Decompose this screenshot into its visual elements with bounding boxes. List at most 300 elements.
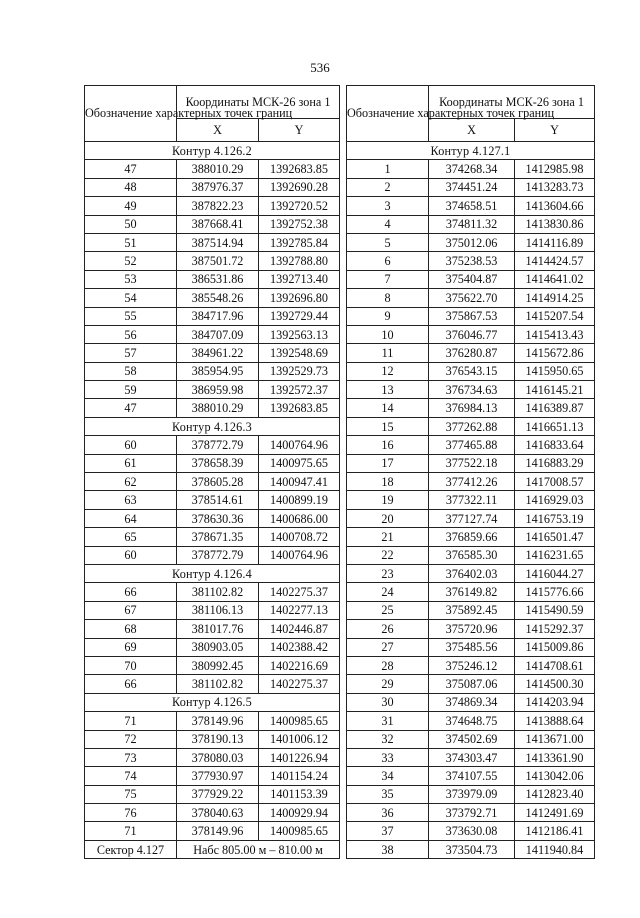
table-row — [85, 344, 340, 362]
x-coordinate-cell: 376734.63 — [429, 381, 515, 399]
table-row — [347, 473, 595, 491]
table-row — [347, 546, 595, 564]
x-header: X — [177, 119, 259, 142]
point-number-cell: 65 — [85, 528, 177, 546]
point-number-cell: 51 — [85, 233, 177, 251]
point-number-cell: 52 — [85, 252, 177, 270]
y-coordinate-cell: 1400764.96 — [259, 546, 340, 564]
table-row — [85, 160, 340, 178]
page-number: 536 — [310, 60, 330, 75]
x-coordinate-cell: 374648.75 — [429, 712, 515, 730]
point-number-cell: 74 — [85, 767, 177, 785]
y-coordinate-cell: 1415292.37 — [515, 620, 595, 638]
point-number-cell: 76 — [85, 804, 177, 822]
point-label-header: Обозначение характерных точек границ — [347, 86, 429, 142]
x-coordinate-cell: 378514.61 — [177, 491, 259, 509]
y-coordinate-cell: 1412823.40 — [515, 785, 595, 803]
y-coordinate-cell: 1415672.86 — [515, 344, 595, 362]
point-number-cell: 14 — [347, 399, 429, 417]
y-coordinate-cell: 1392752.38 — [259, 215, 340, 233]
table-row — [85, 546, 340, 564]
table-row — [347, 399, 595, 417]
y-coordinate-cell: 1412985.98 — [515, 160, 595, 178]
x-coordinate-cell: 376543.15 — [429, 362, 515, 380]
y-coordinate-cell: 1402275.37 — [259, 583, 340, 601]
x-coordinate-cell: 388010.29 — [177, 399, 259, 417]
y-coordinate-cell: 1416833.64 — [515, 436, 595, 454]
contour-title: Контур 4.126.5 — [85, 693, 340, 711]
table-row — [85, 656, 340, 674]
table-row — [347, 307, 595, 325]
x-coordinate-cell: 380903.05 — [177, 638, 259, 656]
y-coordinate-cell: 1400899.19 — [259, 491, 340, 509]
table-row — [85, 785, 340, 803]
table-row — [347, 381, 595, 399]
x-coordinate-cell: 377522.18 — [429, 454, 515, 472]
x-coordinate-cell: 376280.87 — [429, 344, 515, 362]
point-number-cell: 5 — [347, 233, 429, 251]
x-coordinate-cell: 374811.32 — [429, 215, 515, 233]
point-number-cell: 27 — [347, 638, 429, 656]
x-coordinate-cell: 386959.98 — [177, 381, 259, 399]
contour-row — [85, 142, 340, 160]
table-row — [85, 436, 340, 454]
x-coordinate-cell: 377127.74 — [429, 509, 515, 527]
y-coordinate-cell: 1414500.30 — [515, 675, 595, 693]
y-coordinate-cell: 1414203.94 — [515, 693, 595, 711]
point-number-cell: 6 — [347, 252, 429, 270]
point-number-cell: 15 — [347, 417, 429, 435]
x-coordinate-cell: 381102.82 — [177, 675, 259, 693]
x-coordinate-cell: 373630.08 — [429, 822, 515, 840]
table-row — [347, 748, 595, 766]
point-number-cell: 61 — [85, 454, 177, 472]
y-coordinate-cell: 1413042.06 — [515, 767, 595, 785]
y-coordinate-cell: 1416753.19 — [515, 509, 595, 527]
x-coordinate-cell: 377412.26 — [429, 473, 515, 491]
x-coordinate-cell: 374658.51 — [429, 197, 515, 215]
x-coordinate-cell: 375485.56 — [429, 638, 515, 656]
point-number-cell: 16 — [347, 436, 429, 454]
table-row — [347, 656, 595, 674]
x-coordinate-cell: 378149.96 — [177, 712, 259, 730]
y-coordinate-cell: 1416145.21 — [515, 381, 595, 399]
x-coordinate-cell: 378605.28 — [177, 473, 259, 491]
table-row — [347, 804, 595, 822]
point-number-cell: 20 — [347, 509, 429, 527]
y-coordinate-cell: 1392729.44 — [259, 307, 340, 325]
contour-title: Контур 4.126.3 — [85, 417, 340, 435]
table-row — [85, 252, 340, 270]
table-row — [85, 197, 340, 215]
y-coordinate-cell: 1400975.65 — [259, 454, 340, 472]
y-coordinate-cell: 1392683.85 — [259, 160, 340, 178]
table-row — [347, 454, 595, 472]
point-number-cell: 68 — [85, 620, 177, 638]
table-row — [347, 583, 595, 601]
x-coordinate-cell: 388010.29 — [177, 160, 259, 178]
x-coordinate-cell: 375012.06 — [429, 233, 515, 251]
table-row — [85, 730, 340, 748]
point-number-cell: 60 — [85, 546, 177, 564]
y-coordinate-cell: 1416651.13 — [515, 417, 595, 435]
table-row — [347, 344, 595, 362]
y-coordinate-cell: 1392713.40 — [259, 270, 340, 288]
point-number-cell: 57 — [85, 344, 177, 362]
y-coordinate-cell: 1400764.96 — [259, 436, 340, 454]
table-row — [347, 417, 595, 435]
table-row — [347, 638, 595, 656]
point-number-cell: 35 — [347, 785, 429, 803]
y-coordinate-cell: 1414116.89 — [515, 233, 595, 251]
table-row — [347, 178, 595, 196]
point-number-cell: 55 — [85, 307, 177, 325]
x-coordinate-cell: 384961.22 — [177, 344, 259, 362]
y-coordinate-cell: 1415207.54 — [515, 307, 595, 325]
x-coordinate-cell: 373792.71 — [429, 804, 515, 822]
x-coordinate-cell: 378772.79 — [177, 546, 259, 564]
coordinates-table-left — [84, 85, 340, 859]
y-coordinate-cell: 1392548.69 — [259, 344, 340, 362]
y-coordinate-cell: 1402216.69 — [259, 656, 340, 674]
table-row — [85, 381, 340, 399]
contour-title: Контур 4.126.2 — [85, 142, 340, 160]
table-row — [85, 583, 340, 601]
table-row — [347, 362, 595, 380]
x-coordinate-cell: 380992.45 — [177, 656, 259, 674]
coordinates-table-right — [346, 85, 595, 859]
y-coordinate-cell: 1412491.69 — [515, 804, 595, 822]
point-number-cell: 12 — [347, 362, 429, 380]
y-coordinate-cell: 1392572.37 — [259, 381, 340, 399]
x-coordinate-cell: 381106.13 — [177, 601, 259, 619]
y-header: Y — [515, 119, 595, 142]
point-number-cell: 64 — [85, 509, 177, 527]
table-row — [85, 178, 340, 196]
sector-label: Сектор 4.127 — [85, 840, 177, 858]
y-coordinate-cell: 1400985.65 — [259, 712, 340, 730]
y-coordinate-cell: 1415950.65 — [515, 362, 595, 380]
x-coordinate-cell: 386531.86 — [177, 270, 259, 288]
x-coordinate-cell: 387822.23 — [177, 197, 259, 215]
table-row — [347, 252, 595, 270]
table-row — [347, 564, 595, 582]
x-coordinate-cell: 385548.26 — [177, 289, 259, 307]
sector-row — [85, 840, 340, 858]
y-coordinate-cell: 1416501.47 — [515, 528, 595, 546]
y-coordinate-cell: 1413361.90 — [515, 748, 595, 766]
x-coordinate-cell: 387668.41 — [177, 215, 259, 233]
x-coordinate-cell: 378080.03 — [177, 748, 259, 766]
point-number-cell: 25 — [347, 601, 429, 619]
point-number-cell: 26 — [347, 620, 429, 638]
y-coordinate-cell: 1402277.13 — [259, 601, 340, 619]
x-coordinate-cell: 373504.73 — [429, 840, 515, 858]
table-row — [85, 748, 340, 766]
point-number-cell: 19 — [347, 491, 429, 509]
x-coordinate-cell: 387976.37 — [177, 178, 259, 196]
y-coordinate-cell: 1402275.37 — [259, 675, 340, 693]
x-coordinate-cell: 384717.96 — [177, 307, 259, 325]
x-coordinate-cell: 374303.47 — [429, 748, 515, 766]
point-number-cell: 22 — [347, 546, 429, 564]
x-coordinate-cell: 377322.11 — [429, 491, 515, 509]
point-number-cell: 24 — [347, 583, 429, 601]
x-coordinate-cell: 377930.97 — [177, 767, 259, 785]
point-number-cell: 48 — [85, 178, 177, 196]
x-coordinate-cell: 377465.88 — [429, 436, 515, 454]
point-number-cell: 71 — [85, 712, 177, 730]
table-row — [85, 399, 340, 417]
point-label-header: Обозначение характерных точек границ — [85, 86, 177, 142]
point-number-cell: 18 — [347, 473, 429, 491]
point-number-cell: 53 — [85, 270, 177, 288]
point-number-cell: 50 — [85, 215, 177, 233]
point-number-cell: 1 — [347, 160, 429, 178]
table-row — [347, 785, 595, 803]
y-coordinate-cell: 1400929.94 — [259, 804, 340, 822]
table-row — [347, 270, 595, 288]
x-coordinate-cell: 378772.79 — [177, 436, 259, 454]
y-coordinate-cell: 1416231.65 — [515, 546, 595, 564]
y-coordinate-cell: 1415490.59 — [515, 601, 595, 619]
table-row — [85, 601, 340, 619]
table-row — [85, 528, 340, 546]
table-row — [347, 289, 595, 307]
point-number-cell: 47 — [85, 160, 177, 178]
table-row — [85, 233, 340, 251]
y-coordinate-cell: 1413604.66 — [515, 197, 595, 215]
x-coordinate-cell: 387501.72 — [177, 252, 259, 270]
x-coordinate-cell: 375622.70 — [429, 289, 515, 307]
table-row — [85, 509, 340, 527]
table-row — [85, 675, 340, 693]
y-coordinate-cell: 1401226.94 — [259, 748, 340, 766]
y-coordinate-cell: 1400686.00 — [259, 509, 340, 527]
table-body-left — [85, 142, 340, 859]
point-number-cell: 2 — [347, 178, 429, 196]
x-coordinate-cell: 378658.39 — [177, 454, 259, 472]
contour-row — [85, 693, 340, 711]
y-coordinate-cell: 1416883.29 — [515, 454, 595, 472]
y-coordinate-cell: 1392529.73 — [259, 362, 340, 380]
table-row — [347, 712, 595, 730]
x-coordinate-cell: 376984.13 — [429, 399, 515, 417]
table-row — [347, 601, 595, 619]
coordinates-header: Координаты МСК-26 зона 1 — [177, 86, 340, 119]
point-number-cell: 10 — [347, 325, 429, 343]
table-row — [85, 804, 340, 822]
x-coordinate-cell: 381017.76 — [177, 620, 259, 638]
table-row — [347, 528, 595, 546]
x-coordinate-cell: 375087.06 — [429, 675, 515, 693]
y-coordinate-cell: 1402388.42 — [259, 638, 340, 656]
x-coordinate-cell: 374107.55 — [429, 767, 515, 785]
x-coordinate-cell: 375238.53 — [429, 252, 515, 270]
contour-title: Контур 4.127.1 — [347, 142, 595, 160]
x-coordinate-cell: 376585.30 — [429, 546, 515, 564]
y-coordinate-cell: 1414914.25 — [515, 289, 595, 307]
table-row — [347, 730, 595, 748]
y-coordinate-cell: 1412186.41 — [515, 822, 595, 840]
point-number-cell: 69 — [85, 638, 177, 656]
table-row — [85, 362, 340, 380]
table-row — [347, 509, 595, 527]
y-coordinate-cell: 1416929.03 — [515, 491, 595, 509]
table-row — [347, 215, 595, 233]
x-coordinate-cell: 384707.09 — [177, 325, 259, 343]
y-coordinate-cell: 1411940.84 — [515, 840, 595, 858]
x-coordinate-cell: 374502.69 — [429, 730, 515, 748]
point-number-cell: 30 — [347, 693, 429, 711]
y-coordinate-cell: 1413671.00 — [515, 730, 595, 748]
y-coordinate-cell: 1392785.84 — [259, 233, 340, 251]
table-row — [85, 822, 340, 840]
point-number-cell: 31 — [347, 712, 429, 730]
point-number-cell: 70 — [85, 656, 177, 674]
point-number-cell: 63 — [85, 491, 177, 509]
y-coordinate-cell: 1401154.24 — [259, 767, 340, 785]
y-coordinate-cell: 1413888.64 — [515, 712, 595, 730]
table-row — [347, 840, 595, 858]
table-row — [85, 638, 340, 656]
point-number-cell: 3 — [347, 197, 429, 215]
point-number-cell: 58 — [85, 362, 177, 380]
y-coordinate-cell: 1392788.80 — [259, 252, 340, 270]
table-row — [347, 822, 595, 840]
point-number-cell: 67 — [85, 601, 177, 619]
y-coordinate-cell: 1392690.28 — [259, 178, 340, 196]
y-coordinate-cell: 1392696.80 — [259, 289, 340, 307]
y-coordinate-cell: 1392563.13 — [259, 325, 340, 343]
point-number-cell: 47 — [85, 399, 177, 417]
y-coordinate-cell: 1401006.12 — [259, 730, 340, 748]
x-coordinate-cell: 374451.24 — [429, 178, 515, 196]
contour-title: Контур 4.126.4 — [85, 564, 340, 582]
point-number-cell: 28 — [347, 656, 429, 674]
table-row — [347, 620, 595, 638]
table-row — [347, 160, 595, 178]
x-header: X — [429, 119, 515, 142]
table-row — [85, 473, 340, 491]
x-coordinate-cell: 373979.09 — [429, 785, 515, 803]
y-coordinate-cell: 1416389.87 — [515, 399, 595, 417]
point-number-cell: 9 — [347, 307, 429, 325]
x-coordinate-cell: 378040.63 — [177, 804, 259, 822]
table-row — [347, 233, 595, 251]
coordinates-header: Координаты МСК-26 зона 1 — [429, 86, 595, 119]
x-coordinate-cell: 376046.77 — [429, 325, 515, 343]
point-number-cell: 17 — [347, 454, 429, 472]
y-coordinate-cell: 1392720.52 — [259, 197, 340, 215]
table-row — [85, 270, 340, 288]
table-row — [85, 215, 340, 233]
point-number-cell: 66 — [85, 583, 177, 601]
y-coordinate-cell: 1415776.66 — [515, 583, 595, 601]
x-coordinate-cell: 376402.03 — [429, 564, 515, 582]
y-coordinate-cell: 1417008.57 — [515, 473, 595, 491]
y-coordinate-cell: 1400947.41 — [259, 473, 340, 491]
table-row — [85, 325, 340, 343]
table-row — [347, 325, 595, 343]
x-coordinate-cell: 376859.66 — [429, 528, 515, 546]
point-number-cell: 33 — [347, 748, 429, 766]
x-coordinate-cell: 375404.87 — [429, 270, 515, 288]
table-row — [85, 767, 340, 785]
x-coordinate-cell: 378190.13 — [177, 730, 259, 748]
point-number-cell: 34 — [347, 767, 429, 785]
y-coordinate-cell: 1414424.57 — [515, 252, 595, 270]
y-coordinate-cell: 1414708.61 — [515, 656, 595, 674]
point-number-cell: 71 — [85, 822, 177, 840]
point-number-cell: 29 — [347, 675, 429, 693]
point-number-cell: 38 — [347, 840, 429, 858]
x-coordinate-cell: 377262.88 — [429, 417, 515, 435]
y-coordinate-cell: 1414641.02 — [515, 270, 595, 288]
x-coordinate-cell: 381102.82 — [177, 583, 259, 601]
point-number-cell: 21 — [347, 528, 429, 546]
point-number-cell: 66 — [85, 675, 177, 693]
y-coordinate-cell: 1413830.86 — [515, 215, 595, 233]
table-row — [347, 693, 595, 711]
point-number-cell: 32 — [347, 730, 429, 748]
x-coordinate-cell: 377929.22 — [177, 785, 259, 803]
table-row — [85, 289, 340, 307]
point-number-cell: 49 — [85, 197, 177, 215]
point-number-cell: 75 — [85, 785, 177, 803]
y-coordinate-cell: 1400708.72 — [259, 528, 340, 546]
point-number-cell: 73 — [85, 748, 177, 766]
x-coordinate-cell: 378630.36 — [177, 509, 259, 527]
table-row — [85, 620, 340, 638]
x-coordinate-cell: 378671.35 — [177, 528, 259, 546]
x-coordinate-cell: 375720.96 — [429, 620, 515, 638]
x-coordinate-cell: 375246.12 — [429, 656, 515, 674]
contour-row — [347, 142, 595, 160]
table-row — [347, 491, 595, 509]
x-coordinate-cell: 385954.95 — [177, 362, 259, 380]
x-coordinate-cell: 387514.94 — [177, 233, 259, 251]
table-row — [85, 454, 340, 472]
point-number-cell: 7 — [347, 270, 429, 288]
point-number-cell: 13 — [347, 381, 429, 399]
point-number-cell: 36 — [347, 804, 429, 822]
x-coordinate-cell: 375892.45 — [429, 601, 515, 619]
y-coordinate-cell: 1415009.86 — [515, 638, 595, 656]
point-number-cell: 56 — [85, 325, 177, 343]
y-coordinate-cell: 1413283.73 — [515, 178, 595, 196]
y-coordinate-cell: 1392683.85 — [259, 399, 340, 417]
x-coordinate-cell: 374869.34 — [429, 693, 515, 711]
table-row — [347, 675, 595, 693]
x-coordinate-cell: 374268.34 — [429, 160, 515, 178]
x-coordinate-cell: 375867.53 — [429, 307, 515, 325]
table-row — [85, 307, 340, 325]
point-number-cell: 23 — [347, 564, 429, 582]
y-coordinate-cell: 1416044.27 — [515, 564, 595, 582]
y-coordinate-cell: 1415413.43 — [515, 325, 595, 343]
point-number-cell: 37 — [347, 822, 429, 840]
point-number-cell: 59 — [85, 381, 177, 399]
point-number-cell: 62 — [85, 473, 177, 491]
point-number-cell: 8 — [347, 289, 429, 307]
y-header: Y — [259, 119, 340, 142]
table-row — [85, 491, 340, 509]
table-row — [347, 436, 595, 454]
table-row — [347, 197, 595, 215]
y-coordinate-cell: 1402446.87 — [259, 620, 340, 638]
sector-height-range: Набс 805.00 м – 810.00 м — [177, 840, 340, 858]
